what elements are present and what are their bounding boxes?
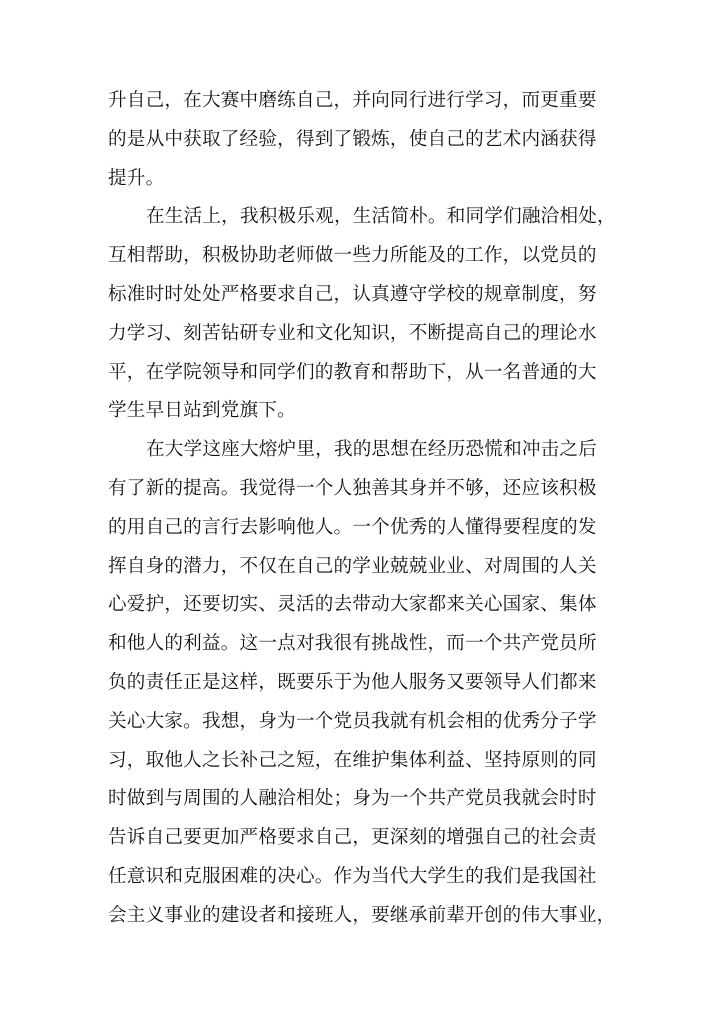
text-line: 挥自身的潜力，不仅在自己的学业兢兢业业、对周围的人关 (108, 555, 597, 577)
text-line: 学生早日站到党旗下。 (108, 400, 296, 422)
text-line: 负的责任正是这样，既要乐于为他人服务又要领导人们都来 (108, 671, 597, 693)
text-line: 升自己，在大赛中磨练自己，并向同行进行学习，而更重要 (108, 90, 597, 111)
text-line: 平，在学院领导和同学们的教育和帮助下，从一名普通的大 (108, 361, 597, 383)
text-line: 会主义事业的建设者和接班人，要继承前辈开创的伟大事业， (108, 904, 616, 926)
text-line: 和他人的利益。这一点对我很有挑战性，而一个共产党员所 (108, 633, 597, 655)
text-line: 心爱护，还要切实、灵活的去带动大家都来关心国家、集体 (108, 594, 597, 616)
text-line: 任意识和克服困难的决心。作为当代大学生的我们是我国社 (108, 865, 597, 887)
text-line: 的是从中获取了经验，得到了锻炼，使自己的艺术内涵获得 (108, 128, 597, 150)
text-line: 互相帮助，积极协助老师做一些力所能及的工作，以党员的 (108, 245, 597, 267)
text-line: 力学习、刻苦钻研专业和文化知识，不断提高自己的理论水 (108, 322, 597, 344)
document-body (108, 82, 618, 936)
paragraph-3 (108, 431, 618, 935)
text-line: 在大学这座大熔炉里，我的思想在经历恐慌和冲击之后 (146, 439, 598, 461)
paragraph-2 (108, 198, 618, 431)
paragraph-1 (108, 82, 618, 198)
text-line: 时做到与周围的人融洽相处；身为一个共产党员我就会时时 (108, 788, 597, 810)
text-line: 在生活上，我积极乐观，生活简朴。和同学们融洽相处， (146, 206, 616, 228)
text-line: 关心大家。我想，身为一个党员我就有机会相的优秀分子学 (108, 710, 597, 732)
text-line: 告诉自己要更加严格要求自己，更深刻的增强自己的社会责 (108, 827, 597, 849)
text-line: 有了新的提高。我觉得一个人独善其身并不够，还应该积极 (108, 477, 597, 499)
text-line: 标准时时处处严格要求自己，认真遵守学校的规章制度，努 (108, 283, 597, 305)
text-line: 习，取他人之长补己之短，在维护集体利益、坚持原则的同 (108, 749, 597, 771)
text-line: 提升。 (108, 167, 165, 189)
text-line: 的用自己的言行去影响他人。一个优秀的人懂得要程度的发 (108, 516, 597, 538)
